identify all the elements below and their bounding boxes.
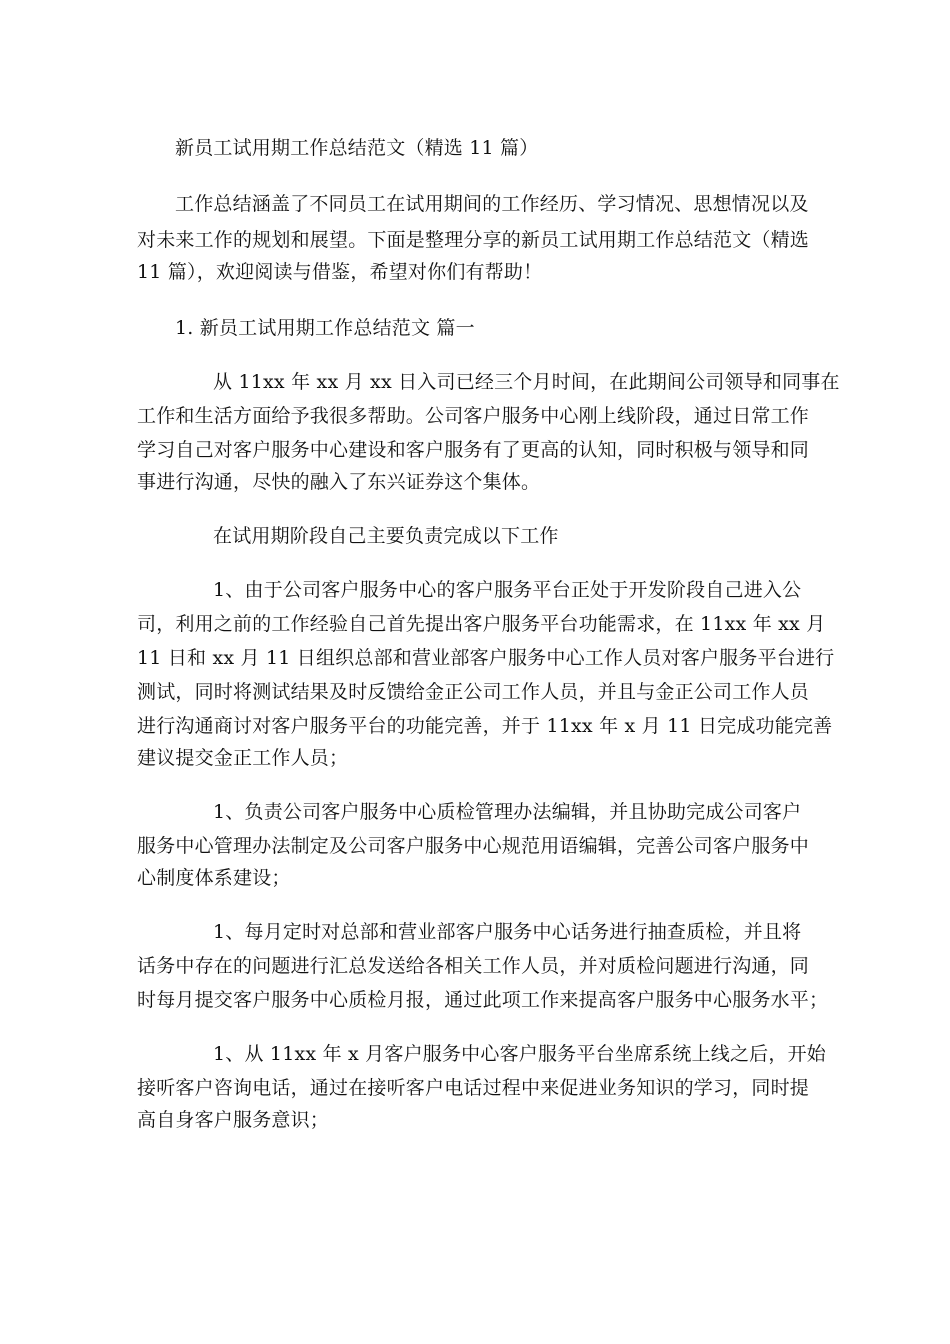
- work-item-line: 时每月提交客户服务中心质检月报，通过此项工作来提高客户服务中心服务水平；: [137, 989, 829, 1011]
- work-item-line: 11 日和 xx 月 11 日组织总部和营业部客户服务中心工作人员对客户服务平台进行: [137, 647, 835, 669]
- paragraph-line: 从 11xx 年 xx 月 xx 日入司已经三个月时间，在此期间公司领导和同事在: [213, 371, 840, 393]
- work-item-line: 服务中心管理办法制定及公司客户服务中心规范用语编辑，完善公司客户服务中: [137, 835, 810, 857]
- work-item-line: 1、从 11xx 年 x 月客户服务中心客户服务平台坐席系统上线之后，开始: [213, 1043, 826, 1065]
- work-item-line: 司，利用之前的工作经验自己首先提出客户服务平台功能需求，在 11xx 年 xx 月: [137, 613, 826, 635]
- intro-line: 对未来工作的规划和展望。下面是整理分享的新员工试用期工作总结范文（精选: [137, 229, 810, 251]
- work-subheading: 在试用期阶段自己主要负责完成以下工作: [213, 525, 559, 547]
- work-item-line: 建议提交金正工作人员；: [137, 747, 349, 769]
- work-item-line: 进行沟通商讨对客户服务平台的功能完善，并于 11xx 年 x 月 11 日完成功能完善: [137, 715, 833, 737]
- document-title: 新员工试用期工作总结范文（精选 11 篇）: [175, 137, 539, 159]
- work-item-line: 测试，同时将测试结果及时反馈给金正公司工作人员，并且与金正公司工作人员: [137, 681, 810, 703]
- paragraph-line: 事进行沟通，尽快的融入了东兴证券这个集体。: [137, 471, 541, 493]
- work-item-line: 高自身客户服务意识；: [137, 1109, 330, 1131]
- work-item-line: 心制度体系建设；: [137, 867, 291, 889]
- section-heading: 1. 新员工试用期工作总结范文 篇一: [175, 317, 475, 339]
- work-item-line: 1、每月定时对总部和营业部客户服务中心话务进行抽查质检，并且将: [213, 921, 802, 943]
- intro-line: 11 篇），欢迎阅读与借鉴，希望对你们有帮助！: [137, 261, 543, 283]
- intro-line: 工作总结涵盖了不同员工在试用期间的工作经历、学习情况、思想情况以及: [175, 193, 809, 215]
- work-item-line: 话务中存在的问题进行汇总发送给各相关工作人员，并对质检问题进行沟通，同: [137, 955, 810, 977]
- work-item-line: 1、由于公司客户服务中心的客户服务平台正处于开发阶段自己进入公: [213, 579, 802, 601]
- work-item-line: 1、负责公司客户服务中心质检管理办法编辑，并且协助完成公司客户: [213, 801, 802, 823]
- paragraph-line: 工作和生活方面给予我很多帮助。公司客户服务中心刚上线阶段，通过日常工作: [137, 405, 810, 427]
- work-item-line: 接听客户咨询电话，通过在接听客户电话过程中来促进业务知识的学习，同时提: [137, 1077, 810, 1099]
- paragraph-line: 学习自己对客户服务中心建设和客户服务有了更高的认知，同时积极与领导和同: [137, 439, 810, 461]
